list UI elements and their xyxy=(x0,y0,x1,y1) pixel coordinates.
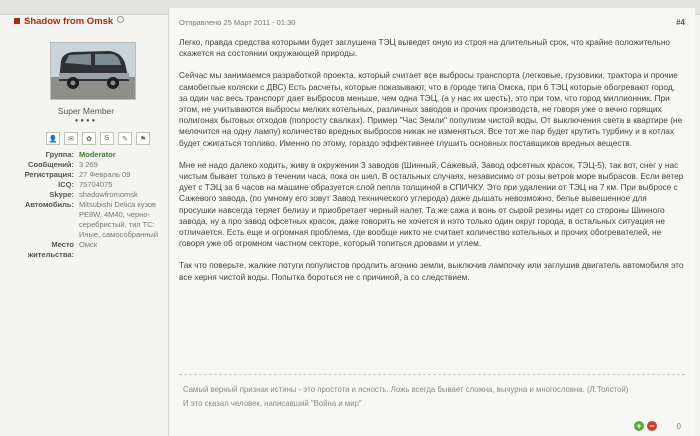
info-value: Mitsubishi Delica кузов PE8W, 4M40, черно-серебристый, тип ТС: Иные, самособранный xyxy=(79,200,159,239)
post-content-panel xyxy=(168,8,695,436)
author-panel xyxy=(6,8,166,436)
info-label: Группа: xyxy=(45,150,74,159)
message-icon[interactable]: ✎ xyxy=(118,132,132,145)
reputation-count: 0 xyxy=(676,422,681,431)
info-label: Место жительства: xyxy=(27,240,74,259)
post-date: Отправлено 25 Март 2011 - 01:30 xyxy=(179,18,296,27)
profile-icon[interactable]: 👤 xyxy=(46,132,60,145)
info-value: Омск xyxy=(79,240,98,249)
info-row-registration xyxy=(6,170,166,180)
post-paragraph: Так что поверьте, жалкие потуги популистов продлить агонию земли, выключив лампочку или заглушив двигатель автомобиля это все херня чистой воды. Попытка бороться не с причиной, а со следствием. xyxy=(179,260,684,282)
info-value: Moderator xyxy=(79,150,116,159)
offline-status-icon xyxy=(117,16,124,23)
user-bullet-icon xyxy=(14,18,20,24)
info-value: 27 Февраль 09 xyxy=(79,170,131,179)
icq-icon[interactable]: ✿ xyxy=(82,132,96,145)
avatar-van-image xyxy=(51,43,135,99)
info-label: ICQ: xyxy=(58,180,74,189)
author-name[interactable]: Shadow from Omsk xyxy=(24,16,114,27)
info-row-car xyxy=(6,200,166,240)
signature-divider xyxy=(179,374,685,375)
info-value: 3 269 xyxy=(79,160,98,169)
author-info xyxy=(6,150,166,260)
rep-minus-button[interactable]: − xyxy=(647,421,657,431)
info-label: Skype: xyxy=(49,190,74,199)
post-paragraph: Сейчас мы занимаемся разработкой проекта, который считает все выбросы транспорта (легковые, грузовики, трактора и прочие самобеглые коляски с ДВС) Есть расчеты, которые показывают, что в городе типа Омска, при 6 ТЭЦ которые обогревают город, за один час весь транспорт дает выбросов меньше, чем одна ТЭЦ, (а у нас их шесть), это при том, что город миллионник. При этом, не учитываются выбросы мелких котельных, различных заводов и прочих производств, не говоря уже о вечно горящих полигонах бытовых отходов (попросту свалках). Пример "Час Земли" популизм чистой воды. От выключения света в квартире (не мелочится на одну лампу) количество вредных выбросов никак не изменяться. Все тот же пар будет крутить турбину и в котлах будет сжигаться топливо. Именно по этому, гораздо эффективнее глушить основных поставщиков вредных веществ. xyxy=(179,70,683,148)
info-row-icq xyxy=(6,180,166,190)
post-paragraph: Мне не надо далеко ходить, живу в окружении 3 заводов (Шинный, Сажевый, Завод офсетных красок, ТЭЦ-5), так вот, снег у нас чистым бывает только в течении часа, пока он шел. В остальных случаях, независимо от розы ветров море выбрасов. Если ветер дует с ТЭЦ за 6 часов на машине образуется слой пепла толщиной в СПИЧКУ. Это при удалении от ТЭЦ на 7 км. При выбросе с Сажевого завода, (по умному его зовут Завод технического углерода) даже дышать невозможно, белье вывешенное для просушки навсегда теряет белизу и приобретает черный налет. Та же сажа и вонь от сырой резины идет со стороны Шинного завода, ну а про завод офсетных красок, даже говорить не хочется и нэто только один округ города, в остальных ситуация не отличается. Есть еще и огромная проблема, где вообще никто не считает количество котельных и прочих обогревателей, не говоря уже об огромном частном секторе, который топиться дровами и углем. xyxy=(179,159,684,249)
info-label: Регистрация: xyxy=(24,170,74,179)
rank-stars: ●●●● xyxy=(74,118,98,124)
info-label: Сообщений: xyxy=(28,160,74,169)
info-label: Автомобиль: xyxy=(24,200,74,209)
reputation-buttons xyxy=(634,421,657,431)
info-row-posts xyxy=(6,160,166,170)
post-number-link[interactable]: #4 xyxy=(676,18,685,27)
author-action-icons xyxy=(46,132,150,145)
author-name-link[interactable] xyxy=(14,16,124,27)
skype-icon[interactable]: S xyxy=(100,132,114,145)
info-value: 75704075 xyxy=(79,180,113,189)
info-value: shadowfromomsk xyxy=(79,190,138,199)
signature xyxy=(183,383,683,411)
signature-line: И это сказал человек, написавший "Война и мир" xyxy=(183,399,362,408)
info-row-location xyxy=(6,240,166,260)
rep-plus-button[interactable]: + xyxy=(634,421,644,431)
avatar[interactable] xyxy=(50,42,136,100)
author-rank: Super Member xyxy=(57,106,115,116)
info-row-group xyxy=(6,150,166,160)
post-body xyxy=(179,37,685,294)
info-row-skype xyxy=(6,190,166,200)
signature-line: Самый верный признак истины - это простота и ясность. Ложь всегда бывает сложна, вычурна и многословна. (Л.Толстой) xyxy=(183,385,629,394)
report-icon[interactable]: ⚑ xyxy=(136,132,150,145)
email-icon[interactable]: ✉ xyxy=(64,132,78,145)
post-paragraph: Легко, правда средства которыми будет заглушена ТЭЦ выведет оную из строя на длительный срок, что крайне положительно скажется на состоянии окружающей природы. xyxy=(179,37,671,59)
